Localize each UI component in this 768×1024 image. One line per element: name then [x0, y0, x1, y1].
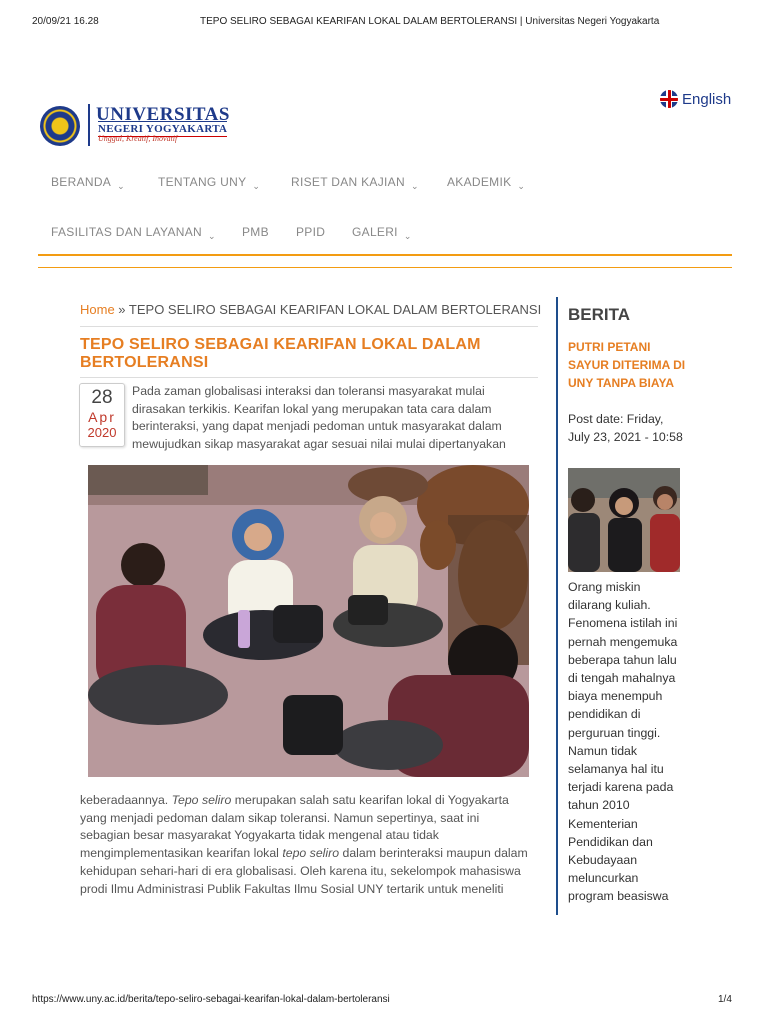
article-body [80, 792, 542, 898]
text-span: merupakan salah satu kearifan lokal di Yogyakarta [231, 793, 509, 807]
nav-divider [38, 254, 732, 256]
chevron-down-icon: ⌄ [403, 231, 412, 241]
nav-pmb[interactable] [242, 225, 269, 239]
date-day: 28 [91, 387, 113, 408]
breadcrumb-separator: » [114, 302, 129, 317]
nav-divider [38, 267, 732, 268]
text-line: Kebudayaan [568, 853, 638, 868]
divider [80, 377, 538, 378]
divider [80, 326, 538, 327]
article-title: TEPO SELIRO SEBAGAI KEARIFAN LOKAL DALAM BERTOLERANSI [80, 336, 481, 371]
text-span: dalam berinteraksi maupun dalam [339, 846, 528, 861]
text-line: Kementerian [568, 816, 638, 831]
text-line: dilarang kuliah. [568, 598, 651, 613]
text-line: Pada zaman globalisasi interaksi dan toleransi masyarakat mulai [132, 384, 485, 398]
text-line: terjadi karena pada [568, 780, 674, 795]
text-line: Fenomena istilah ini [568, 616, 678, 631]
nav-akademik[interactable] [447, 175, 525, 189]
text-line: prodi Ilmu Administrasi Publik Fakultas Ilmu Sosial UNY tertarik untuk meneliti [80, 881, 504, 896]
text-span: keberadaannya. [80, 793, 172, 807]
sidebar-post-date: Post date: Friday, July 23, 2021 - 10:58 [568, 412, 683, 444]
sidebar-news-photo[interactable] [568, 468, 680, 572]
text-line: yang menjadi pedoman dalam sikap toleransi. Namun sepertinya, saat ini [80, 810, 480, 825]
text-span: mengimplementasikan kearifan lokal [80, 846, 283, 861]
text-line: dirasakan terkikis. Kearifan lokal yang merupakan tata cara dalam [132, 401, 492, 416]
sidebar-heading: BERITA [568, 305, 631, 324]
sidebar-news-excerpt [568, 578, 688, 906]
sidebar-accent-line [556, 297, 558, 915]
text-span: tepo seliro [282, 846, 340, 861]
nav-label: GALERI [352, 225, 398, 239]
text-line: meluncurkan [568, 871, 639, 886]
logo-divider [88, 104, 90, 146]
article-intro [132, 383, 542, 454]
article-date-badge [79, 383, 125, 447]
text-line: tahun 2010 [568, 798, 630, 813]
nav-beranda[interactable] [51, 175, 125, 189]
chevron-down-icon: ⌄ [208, 231, 216, 241]
nav-tentang-uny[interactable] [158, 175, 260, 189]
logo-tagline: Unggul, Kreatif, Inovatif [98, 134, 178, 143]
uny-emblem-logo[interactable] [40, 106, 80, 146]
article-photo [88, 465, 529, 777]
date-year: 2020 [87, 425, 117, 440]
text-line: biaya menempuh [568, 689, 663, 704]
text-line [80, 792, 542, 810]
chevron-down-icon: ⌄ [410, 181, 419, 191]
logo-title[interactable]: UNIVERSITAS [96, 104, 230, 125]
text-line: Namun tidak [568, 743, 638, 758]
nav-label: TENTANG UNY [158, 175, 247, 189]
print-page-title: TEPO SELIRO SEBAGAI KEARIFAN LOKAL DALAM BERTOLERANSI | Universitas Negeri Yogyakarta [200, 16, 660, 27]
text-line: mewujudkan sikap masyarakat agar sesuai nilai mulai dipertanyakan [132, 437, 506, 452]
nav-galeri[interactable] [352, 225, 412, 239]
nav-fasilitas-dan-layanan[interactable] [51, 225, 216, 239]
text-line: Pendidikan dan [568, 834, 653, 849]
text-span: Tepo seliro [171, 793, 232, 807]
text-line: berinteraksi, yang dapat menjadi pedoman untuk masyarakat dalam [132, 419, 502, 434]
nav-riset-dan-kajian[interactable] [291, 175, 419, 189]
chevron-down-icon: ⌄ [517, 181, 526, 191]
nav-label: PMB [242, 225, 269, 239]
date-month: Apr [88, 409, 116, 425]
language-switch[interactable] [660, 90, 731, 108]
print-datetime: 20/09/21 16.28 [32, 16, 99, 27]
breadcrumb [80, 302, 541, 317]
logo-subtitle[interactable]: NEGERI YOGYAKARTA [98, 123, 228, 135]
nav-ppid[interactable] [296, 225, 325, 239]
nav-label: RISET DAN KAJIAN [291, 175, 405, 189]
text-line: pernah mengemuka [568, 634, 678, 649]
text-line: sebagian besar masyarakat Yogyakarta tidak mengenal atau tidak [80, 828, 439, 843]
text-line: program beasiswa [568, 889, 669, 904]
language-label: English [682, 90, 732, 108]
breadcrumb-current: TEPO SELIRO SEBAGAI KEARIFAN LOKAL DALAM BERTOLERANSI [128, 302, 542, 317]
text-line [80, 845, 542, 863]
text-line: di tengah mahalnya [568, 671, 676, 686]
chevron-down-icon: ⌄ [117, 181, 125, 191]
uk-flag-icon [660, 90, 678, 108]
nav-label: AKADEMIK [447, 175, 512, 189]
breadcrumb-home-link[interactable]: Home [80, 302, 115, 317]
text-line: selamanya hal itu [568, 762, 664, 777]
print-url: https://www.uny.ac.id/berita/tepo-seliro-sebagai-kearifan-lokal-dalam-bertoleransi [32, 994, 390, 1005]
nav-label: FASILITAS DAN LAYANAN [51, 225, 203, 239]
text-line: beberapa tahun lalu [568, 652, 677, 667]
text-line: Orang miskin [568, 580, 641, 594]
chevron-down-icon: ⌄ [252, 181, 261, 191]
nav-label: BERANDA [51, 175, 112, 189]
print-page-number: 1/4 [718, 994, 732, 1005]
text-line: kehidupan sehari-hari di era globalisasi. Oleh karena itu, sekelompok mahasiswa [80, 863, 521, 878]
nav-label: PPID [296, 225, 326, 239]
sidebar-news-title-link[interactable]: PUTRI PETANI SAYUR DITERIMA DI UNY TANPA BIAYA [568, 340, 686, 390]
text-line: perguruan tinggi. [568, 725, 661, 740]
text-line: pendidikan di [568, 707, 641, 722]
